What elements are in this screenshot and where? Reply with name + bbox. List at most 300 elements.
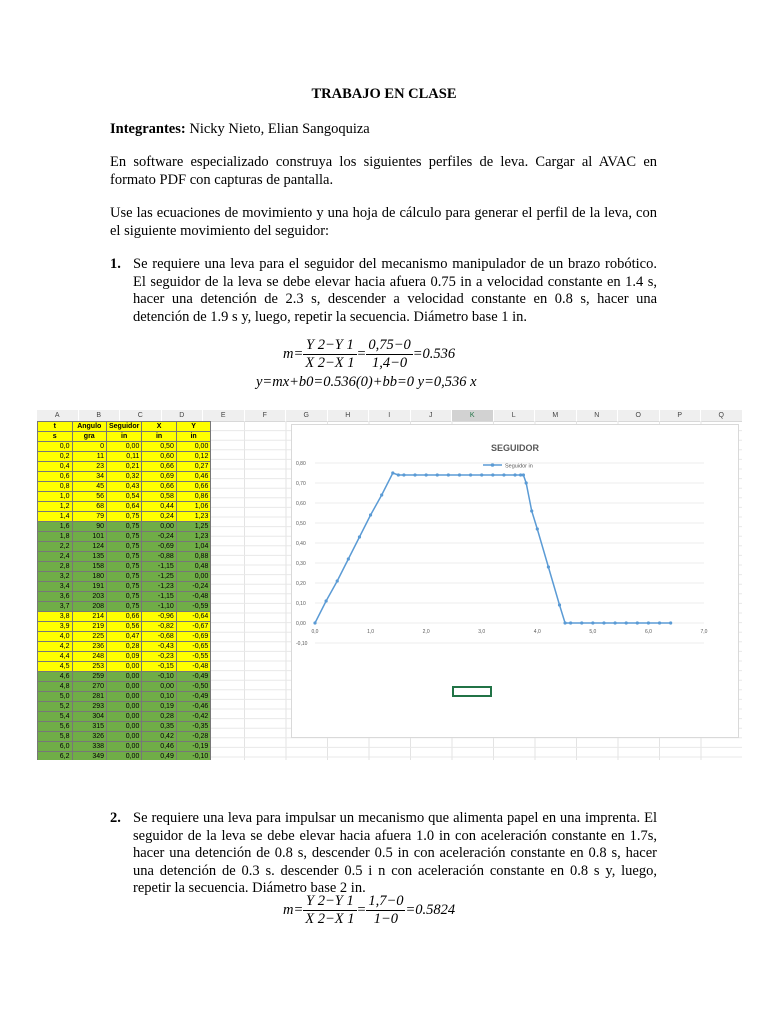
table-cell[interactable]: 0,12 xyxy=(176,452,211,462)
table-cell[interactable]: 23 xyxy=(72,462,107,472)
table-cell[interactable]: -0,49 xyxy=(176,692,211,702)
y-tick-label: 0,60 xyxy=(296,501,306,507)
table-cell[interactable]: 0,42 xyxy=(142,732,177,742)
table-cell[interactable]: Seguidor xyxy=(107,422,142,432)
table-cell[interactable]: 0,44 xyxy=(142,502,177,512)
table-row xyxy=(38,592,211,602)
table-cell[interactable]: 4,5 xyxy=(38,662,73,672)
eq1-frac1-den: X 2−X 1 xyxy=(305,355,355,371)
table-cell[interactable]: s xyxy=(38,432,73,442)
series-line xyxy=(315,473,671,623)
table-cell[interactable]: 0,88 xyxy=(176,552,211,562)
table-row xyxy=(38,742,211,752)
table-cell[interactable]: -0,28 xyxy=(176,732,211,742)
table-cell[interactable]: 45 xyxy=(72,482,107,492)
table-cell[interactable]: 0,10 xyxy=(142,692,177,702)
table-row xyxy=(38,692,211,702)
eq3-frac1-den: X 2−X 1 xyxy=(305,911,355,927)
chart-seguidor xyxy=(291,424,739,738)
y-tick-label: 0,30 xyxy=(296,561,306,567)
table-cell[interactable]: 253 xyxy=(72,662,107,672)
eq1-equals: = xyxy=(356,345,367,362)
table-cell[interactable]: 4,2 xyxy=(38,642,73,652)
table-cell[interactable]: 56 xyxy=(72,492,107,502)
table-cell[interactable]: 0,00 xyxy=(107,732,142,742)
table-cell[interactable]: 0,00 xyxy=(107,692,142,702)
table-cell[interactable]: 0,35 xyxy=(142,722,177,732)
table-cell[interactable]: in xyxy=(107,432,142,442)
table-cell[interactable]: 0,48 xyxy=(176,562,211,572)
table-row xyxy=(38,542,211,552)
x-tick-label: 0,0 xyxy=(311,629,319,635)
integrantes-line xyxy=(110,121,657,139)
data-point xyxy=(491,473,494,476)
data-point xyxy=(569,621,572,624)
selected-cell[interactable] xyxy=(452,686,492,697)
table-cell[interactable]: 135 xyxy=(72,552,107,562)
table-cell[interactable]: -1,15 xyxy=(142,562,177,572)
table-row xyxy=(38,682,211,692)
table-cell[interactable]: 0,75 xyxy=(107,512,142,522)
table-cell[interactable]: 2,8 xyxy=(38,562,73,572)
table-cell[interactable]: 0,64 xyxy=(107,502,142,512)
table-cell[interactable]: 2,2 xyxy=(38,542,73,552)
data-point xyxy=(436,473,439,476)
table-cell[interactable]: 5,6 xyxy=(38,722,73,732)
table-cell[interactable]: 248 xyxy=(72,652,107,662)
table-cell[interactable]: -0,10 xyxy=(142,672,177,682)
data-point xyxy=(397,473,400,476)
table-cell[interactable]: 11 xyxy=(72,452,107,462)
table-cell[interactable]: 1,25 xyxy=(176,522,211,532)
table-cell[interactable]: 0,00 xyxy=(142,682,177,692)
table-cell[interactable]: in xyxy=(142,432,177,442)
intro-paragraph-1: En software especializado construya los siguientes perfiles de leva. Cargar al AVAC en formato PDF con capturas de pantalla. xyxy=(110,154,657,188)
column-header-O[interactable]: O xyxy=(618,410,659,422)
table-row xyxy=(38,662,211,672)
table-cell[interactable]: 270 xyxy=(72,682,107,692)
table-cell[interactable]: 3,4 xyxy=(38,582,73,592)
table-cell[interactable]: 90 xyxy=(72,522,107,532)
table-cell[interactable]: 79 xyxy=(72,512,107,522)
table-cell[interactable]: 0,56 xyxy=(107,622,142,632)
table-cell[interactable]: 0,24 xyxy=(142,512,177,522)
table-cell[interactable]: -0,19 xyxy=(176,742,211,752)
table-cell[interactable]: 349 xyxy=(72,752,107,761)
equation-line-1: y=mx+b0=0.536(0)+bb=0 y=0,536 x xyxy=(256,374,477,390)
y-tick-label: -0,10 xyxy=(296,641,308,647)
data-point xyxy=(580,621,583,624)
table-row xyxy=(38,502,211,512)
column-header-N[interactable]: N xyxy=(577,410,618,422)
data-point xyxy=(391,471,394,474)
table-cell[interactable]: 1,4 xyxy=(38,512,73,522)
table-cell[interactable]: 1,23 xyxy=(176,532,211,542)
legend-marker xyxy=(491,463,495,467)
table-cell[interactable]: t xyxy=(38,422,73,432)
equation-slope-2 xyxy=(283,893,455,928)
table-row xyxy=(38,582,211,592)
y-tick-label: 0,70 xyxy=(296,481,306,487)
column-header-M[interactable]: M xyxy=(535,410,576,422)
table-cell[interactable]: 4,0 xyxy=(38,632,73,642)
table-cell[interactable]: 0,8 xyxy=(38,482,73,492)
table-cell[interactable]: 0,54 xyxy=(107,492,142,502)
table-cell[interactable]: -0,15 xyxy=(142,662,177,672)
table-cell[interactable]: -0,24 xyxy=(176,582,211,592)
table-cell[interactable]: 6,0 xyxy=(38,742,73,752)
table-cell[interactable]: 1,2 xyxy=(38,502,73,512)
column-header-K[interactable]: K xyxy=(452,410,493,422)
table-cell[interactable]: 0,2 xyxy=(38,452,73,462)
data-point xyxy=(625,621,628,624)
table-cell[interactable]: -0,69 xyxy=(176,632,211,642)
data-point xyxy=(402,473,405,476)
table-cell[interactable]: 0,4 xyxy=(38,462,73,472)
table-cell[interactable]: -0,24 xyxy=(142,532,177,542)
table-cell[interactable]: 124 xyxy=(72,542,107,552)
data-point xyxy=(447,473,450,476)
table-cell[interactable]: 0,75 xyxy=(107,572,142,582)
table-cell[interactable]: 0,0 xyxy=(38,442,73,452)
table-cell[interactable]: 4,8 xyxy=(38,682,73,692)
table-cell[interactable]: 0,00 xyxy=(107,682,142,692)
item-2-text: Se requiere una leva para impulsar un mecanismo que alimenta papel en una imprenta. El seguidor de la leva se debe elevar hacia afuera 1.0 in con aceleración constante en 1.7s, hacer una detención de 0.8 s, descender 0.5 in con aceleración constante en 0.8 s, hacer una detención de 0.3 s. descender 0.5 i n con aceleración constante en 0.8 s y, luego, repetir la secuencia. Diámetro base 2 in. xyxy=(133,810,657,896)
item-1-text: Se requiere una leva para el seguidor del mecanismo manipulador de un brazo robótico. El seguidor de la leva se debe elevar hacia afuera 0.75 in a velocidad constante en 1.4 s, hacer una detención de 2.3 s, descender a velocidad constante en 0.8 s, hacer una detención de 1.9 s y, luego, repetir la secuencia. Diámetro base 1 in. xyxy=(133,256,657,325)
table-cell[interactable]: 0,00 xyxy=(107,712,142,722)
data-table xyxy=(37,421,211,760)
table-cell[interactable]: 191 xyxy=(72,582,107,592)
table-cell[interactable]: 0,00 xyxy=(176,442,211,452)
table-cell[interactable]: 0,28 xyxy=(142,712,177,722)
table-cell[interactable]: 0,49 xyxy=(142,752,177,761)
data-point xyxy=(602,621,605,624)
table-row xyxy=(38,622,211,632)
table-row xyxy=(38,722,211,732)
table-cell[interactable]: 5,2 xyxy=(38,702,73,712)
data-point xyxy=(522,473,525,476)
table-cell[interactable]: -0,68 xyxy=(142,632,177,642)
table-cell[interactable]: -0,69 xyxy=(142,542,177,552)
table-row xyxy=(38,462,211,472)
column-header-D[interactable]: D xyxy=(162,410,203,422)
table-cell[interactable]: 338 xyxy=(72,742,107,752)
column-header-B[interactable]: B xyxy=(79,410,120,422)
table-cell[interactable]: 3,7 xyxy=(38,602,73,612)
table-cell[interactable]: 0 xyxy=(72,442,107,452)
table-cell[interactable]: 315 xyxy=(72,722,107,732)
table-cell[interactable]: 0,00 xyxy=(107,702,142,712)
data-point xyxy=(313,621,316,624)
x-tick-label: 3,0 xyxy=(478,629,486,635)
column-header-E[interactable]: E xyxy=(203,410,244,422)
data-point xyxy=(591,621,594,624)
table-cell[interactable]: 180 xyxy=(72,572,107,582)
eq3-result: =0.5824 xyxy=(405,901,456,918)
table-cell[interactable]: -1,15 xyxy=(142,592,177,602)
table-cell[interactable]: 3,8 xyxy=(38,612,73,622)
table-cell[interactable]: 0,75 xyxy=(107,562,142,572)
table-cell[interactable]: -0,50 xyxy=(176,682,211,692)
column-header-H[interactable]: H xyxy=(328,410,369,422)
y-tick-label: 0,50 xyxy=(296,521,306,527)
table-cell[interactable]: in xyxy=(176,432,211,442)
y-tick-label: 0,10 xyxy=(296,601,306,607)
table-cell[interactable]: 3,2 xyxy=(38,572,73,582)
integrantes-names: Nicky Nieto, Elian Sangoquiza xyxy=(185,121,370,137)
column-header-G[interactable]: G xyxy=(286,410,327,422)
table-cell[interactable]: -1,10 xyxy=(142,602,177,612)
column-header-I[interactable]: I xyxy=(369,410,410,422)
table-cell[interactable]: 1,06 xyxy=(176,502,211,512)
x-tick-label: 6,0 xyxy=(644,629,652,635)
data-point xyxy=(502,473,505,476)
table-cell[interactable]: 1,8 xyxy=(38,532,73,542)
table-cell[interactable]: 0,66 xyxy=(176,482,211,492)
data-point xyxy=(425,473,428,476)
table-cell[interactable]: -0,10 xyxy=(176,752,211,761)
table-cell[interactable]: 219 xyxy=(72,622,107,632)
table-cell[interactable]: 5,8 xyxy=(38,732,73,742)
column-header-J[interactable]: J xyxy=(411,410,452,422)
table-cell[interactable]: 6,2 xyxy=(38,752,73,761)
table-cell[interactable]: -1,25 xyxy=(142,572,177,582)
intro-paragraph-2: Use las ecuaciones de movimiento y una hoja de cálculo para generar el perfil de la leva, con el siguiente movimiento del seguidor: xyxy=(110,205,657,239)
table-cell[interactable]: 259 xyxy=(72,672,107,682)
x-tick-label: 2,0 xyxy=(422,629,430,635)
column-header-Q[interactable]: Q xyxy=(701,410,742,422)
data-point xyxy=(347,557,350,560)
y-tick-label: 0,40 xyxy=(296,541,306,547)
table-cell[interactable]: 0,69 xyxy=(142,472,177,482)
item-2-number: 2. xyxy=(110,810,121,826)
table-row xyxy=(38,652,211,662)
table-row xyxy=(38,732,211,742)
table-cell[interactable]: 0,66 xyxy=(142,482,177,492)
table-row xyxy=(38,602,211,612)
data-point xyxy=(636,621,639,624)
table-cell[interactable]: 225 xyxy=(72,632,107,642)
table-cell[interactable]: Y xyxy=(176,422,211,432)
table-cell[interactable]: 293 xyxy=(72,702,107,712)
column-header-F[interactable]: F xyxy=(245,410,286,422)
table-cell[interactable]: 158 xyxy=(72,562,107,572)
column-header-A[interactable]: A xyxy=(37,410,78,422)
y-tick-label: 0,20 xyxy=(296,581,306,587)
table-cell[interactable]: 1,0 xyxy=(38,492,73,502)
data-point xyxy=(658,621,661,624)
table-cell[interactable]: 214 xyxy=(72,612,107,622)
x-tick-label: 5,0 xyxy=(589,629,597,635)
table-cell[interactable]: -0,46 xyxy=(176,702,211,712)
table-cell[interactable]: 208 xyxy=(72,602,107,612)
chart-title: SEGUIDOR xyxy=(490,443,540,453)
table-cell[interactable]: 4,4 xyxy=(38,652,73,662)
table-cell[interactable]: 0,60 xyxy=(142,452,177,462)
table-cell[interactable]: 0,19 xyxy=(142,702,177,712)
y-tick-label: 0,80 xyxy=(296,461,306,467)
table-cell[interactable]: 101 xyxy=(72,532,107,542)
column-header-P[interactable]: P xyxy=(660,410,701,422)
table-cell[interactable]: 0,86 xyxy=(176,492,211,502)
table-cell[interactable]: 68 xyxy=(72,502,107,512)
table-cell[interactable]: gra xyxy=(72,432,107,442)
column-header-C[interactable]: C xyxy=(120,410,161,422)
table-row xyxy=(38,472,211,482)
table-cell[interactable]: 0,00 xyxy=(107,742,142,752)
table-row xyxy=(38,642,211,652)
table-cell[interactable]: 1,04 xyxy=(176,542,211,552)
table-cell[interactable]: 3,6 xyxy=(38,592,73,602)
table-cell[interactable]: 0,00 xyxy=(142,522,177,532)
table-row xyxy=(38,572,211,582)
table-cell[interactable]: 0,46 xyxy=(142,742,177,752)
table-cell[interactable]: 326 xyxy=(72,732,107,742)
table-cell[interactable]: 1,23 xyxy=(176,512,211,522)
table-cell[interactable]: 0,75 xyxy=(107,602,142,612)
chart-svg xyxy=(292,425,738,737)
table-cell[interactable]: X xyxy=(142,422,177,432)
table-cell[interactable]: 0,27 xyxy=(176,462,211,472)
table-cell[interactable]: 1,6 xyxy=(38,522,73,532)
table-cell[interactable]: -0,48 xyxy=(176,662,211,672)
table-row xyxy=(38,752,211,761)
eq3-lhs: m= xyxy=(283,901,304,918)
table-cell[interactable]: 0,75 xyxy=(107,542,142,552)
table-row xyxy=(38,672,211,682)
table-row xyxy=(38,612,211,622)
table-cell[interactable]: -0,59 xyxy=(176,602,211,612)
data-point xyxy=(325,599,328,602)
table-cell[interactable]: 0,75 xyxy=(107,592,142,602)
table-cell[interactable]: 281 xyxy=(72,692,107,702)
table-cell[interactable]: -0,55 xyxy=(176,652,211,662)
table-cell[interactable]: Angulo xyxy=(72,422,107,432)
table-header-row xyxy=(38,422,211,432)
y-tick-label: 0,00 xyxy=(296,621,306,627)
eq3-equals: = xyxy=(356,901,367,918)
data-point xyxy=(669,621,672,624)
table-row xyxy=(38,492,211,502)
table-cell[interactable]: 0,43 xyxy=(107,482,142,492)
table-cell[interactable]: -0,43 xyxy=(142,642,177,652)
table-cell[interactable]: 0,46 xyxy=(176,472,211,482)
table-cell[interactable]: 0,58 xyxy=(142,492,177,502)
table-cell[interactable]: 0,75 xyxy=(107,582,142,592)
table-cell[interactable]: -0,88 xyxy=(142,552,177,562)
table-cell[interactable]: 0,21 xyxy=(107,462,142,472)
data-point xyxy=(647,621,650,624)
table-row xyxy=(38,452,211,462)
table-row xyxy=(38,522,211,532)
table-cell[interactable]: -0,23 xyxy=(142,652,177,662)
table-cell[interactable]: -0,48 xyxy=(176,592,211,602)
data-point xyxy=(513,473,516,476)
table-cell[interactable]: 5,4 xyxy=(38,712,73,722)
table-cell[interactable]: 0,32 xyxy=(107,472,142,482)
table-cell[interactable]: -0,67 xyxy=(176,622,211,632)
integrantes-label: Integrantes: xyxy=(110,121,186,137)
eq3-frac2-num: 1,7−0 xyxy=(368,893,404,909)
table-cell[interactable]: 0,00 xyxy=(107,442,142,452)
data-point xyxy=(536,527,539,530)
table-cell[interactable]: -0,96 xyxy=(142,612,177,622)
data-point xyxy=(458,473,461,476)
table-cell[interactable]: 304 xyxy=(72,712,107,722)
table-row xyxy=(38,482,211,492)
data-point xyxy=(480,473,483,476)
table-row xyxy=(38,532,211,542)
table-cell[interactable]: 0,00 xyxy=(176,572,211,582)
table-row xyxy=(38,512,211,522)
table-cell[interactable]: 0,66 xyxy=(107,612,142,622)
table-cell[interactable]: 0,6 xyxy=(38,472,73,482)
table-cell[interactable]: 0,75 xyxy=(107,532,142,542)
data-point xyxy=(336,579,339,582)
table-row xyxy=(38,632,211,642)
table-row xyxy=(38,712,211,722)
table-cell[interactable]: 0,66 xyxy=(142,462,177,472)
table-cell[interactable]: 0,00 xyxy=(107,672,142,682)
spreadsheet-capture xyxy=(37,410,742,760)
x-tick-label: 1,0 xyxy=(367,629,375,635)
table-cell[interactable]: 34 xyxy=(72,472,107,482)
item-1-number: 1. xyxy=(110,256,121,272)
table-cell[interactable]: 5,0 xyxy=(38,692,73,702)
table-cell[interactable]: -0,35 xyxy=(176,722,211,732)
eq1-result: =0.536 xyxy=(412,345,456,362)
table-cell[interactable]: -0,82 xyxy=(142,622,177,632)
table-cell[interactable]: -0,65 xyxy=(176,642,211,652)
eq1-lhs: m= xyxy=(283,345,304,362)
table-cell[interactable]: 0,47 xyxy=(107,632,142,642)
equation-slope-1 xyxy=(283,337,455,372)
table-cell[interactable]: 4,6 xyxy=(38,672,73,682)
eq3-frac2-den: 1−0 xyxy=(373,911,399,927)
table-cell[interactable]: 0,00 xyxy=(107,722,142,732)
page-title: TRABAJO EN CLASE xyxy=(311,86,457,102)
x-tick-label: 7,0 xyxy=(700,629,708,635)
table-cell[interactable]: -0,49 xyxy=(176,672,211,682)
table-cell[interactable]: 3,9 xyxy=(38,622,73,632)
table-cell[interactable]: -0,64 xyxy=(176,612,211,622)
eq1-frac2-num: 0,75−0 xyxy=(368,337,411,353)
table-cell[interactable]: 236 xyxy=(72,642,107,652)
table-row xyxy=(38,552,211,562)
table-cell[interactable]: 0,09 xyxy=(107,652,142,662)
data-point xyxy=(519,473,522,476)
table-cell[interactable]: 0,75 xyxy=(107,552,142,562)
table-cell[interactable]: -0,42 xyxy=(176,712,211,722)
table-header-row xyxy=(38,432,211,442)
data-point xyxy=(547,565,550,568)
table-cell[interactable]: 2,4 xyxy=(38,552,73,562)
data-point xyxy=(530,509,533,512)
eq1-frac1-num: Y 2−Y 1 xyxy=(303,337,356,355)
table-cell[interactable]: 0,00 xyxy=(107,662,142,672)
eq1-frac2-den: 1,4−0 xyxy=(371,355,408,371)
table-cell[interactable]: -1,23 xyxy=(142,582,177,592)
table-cell[interactable]: 0,28 xyxy=(107,642,142,652)
table-cell[interactable]: 0,50 xyxy=(142,442,177,452)
table-cell[interactable]: 0,11 xyxy=(107,452,142,462)
data-point xyxy=(369,513,372,516)
table-cell[interactable]: 0,00 xyxy=(107,752,142,761)
table-cell[interactable]: 203 xyxy=(72,592,107,602)
table-cell[interactable]: 0,75 xyxy=(107,522,142,532)
column-header-L[interactable]: L xyxy=(494,410,535,422)
data-point xyxy=(358,535,361,538)
